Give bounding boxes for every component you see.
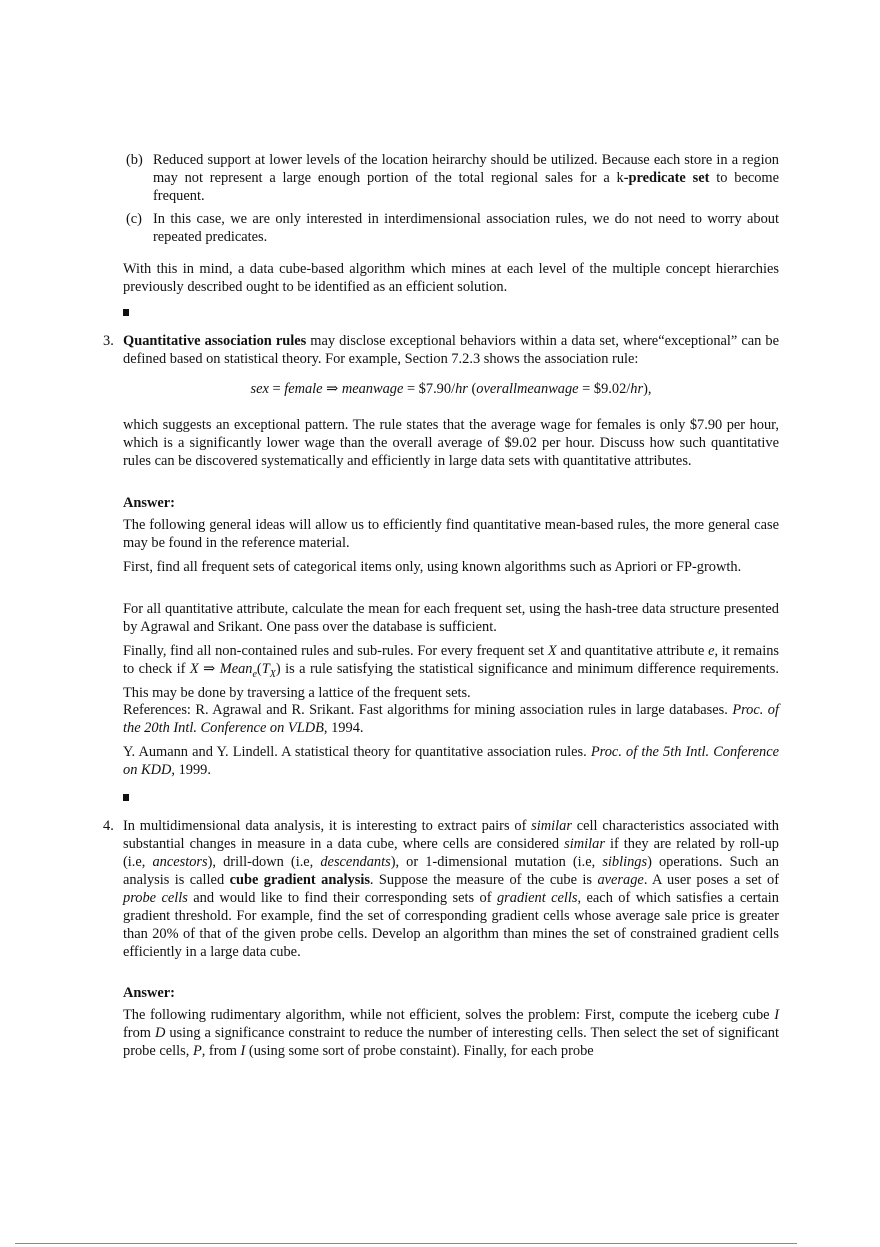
text-run: The following rudimentary algorithm, while not efficient, solves the problem: First, compute the iceberg cube [123,1007,775,1023]
paragraph [123,600,779,636]
text-run: which suggests an exceptional pattern. The rule states that the average wage for females is only $7.90 per hour, which is a significantly lower wage than the overall average of $9.02 per hour. Discuss how such quantitative rules can be discovered systematically and efficiently in large data sets with quantitative attributes. [123,417,779,469]
text-run: . Suppose the measure of the cube is [369,872,598,888]
paragraph [123,642,779,702]
italic-text: siblings [602,854,648,870]
italic-text: female [284,381,323,397]
reference [123,743,779,779]
italic-text: sex [250,381,269,397]
text-run: , each of which satisfies a certain gradient threshold. For example, find the set of corresponding gradient cells whose average sale price is greater than 20% of that of the given probe cells. Develop an algorithm than mines the set of constrained gradient cells efficiently in a large data cube. [123,890,780,960]
text-run: ⇒ [198,661,220,677]
text-run: , it remains to check if [123,643,779,677]
text-run: , 1999. [171,762,211,778]
text-run: to become frequent. [153,170,779,204]
text-run: ⇒ [322,381,342,397]
paragraph [123,516,779,552]
text-run: . A user poses a set of [643,872,779,888]
list-item-b [126,151,779,205]
text-run: k [616,170,624,186]
question-4 [103,817,780,961]
text-run: cell characteristics associated with substantial changes in measure in a data cube, where cells are considered [123,818,779,852]
italic-text: average [597,872,644,888]
text-run: For all quantitative attribute, calculate the mean for each frequent set, using the hash-tree data structure presented by Agrawal and Srikant. One pass over the database is sufficient. [123,601,779,635]
italic-text: X [269,668,276,680]
text-run: and would like to find their corresponding sets of [187,890,497,906]
text-run: ( [467,381,477,397]
italic-text: ancestors [152,854,208,870]
bold-text: Quantitative association rules [123,333,307,349]
italic-text: I [774,1007,779,1023]
italic-text: e [252,668,257,680]
text-run: (using some sort of probe constaint). Finally, for each probe [245,1043,594,1059]
bold-text: -predicate set [623,170,710,186]
item-label: 4. [103,818,114,834]
italic-text: P [192,1043,202,1059]
answer-heading [123,984,779,1002]
text-run: With this in mind, a data cube-based algorithm which mines at each level of the multiple concept hierarchies previously described ought to be identified as an efficient solution. [123,261,779,295]
text-run: ) operations. Such an analysis is called [123,854,780,888]
text-run: = [268,381,285,397]
text-run: = $9.02/ [578,381,631,397]
answer-heading [123,494,779,512]
list-item-c [126,210,779,246]
italic-text: meanwage [341,381,404,397]
text-run: In multidimensional data analysis, it is interesting to extract pairs of [123,818,532,834]
italic-text: hr [455,381,468,397]
text-run: using a significance constraint to reduce the number of interesting cells. Then select the set of significant probe cells, [123,1025,779,1059]
text-run: = $7.90/ [403,381,456,397]
italic-text: T [261,661,270,677]
italic-text: Mean [219,661,253,677]
bold-text: Answer: [123,495,175,511]
paragraph [123,260,779,296]
text-run: Y. Aumann and Y. Lindell. A statistical theory for quantitative association rules. [123,744,591,760]
italic-text: gradient cells [496,890,578,906]
item-label: (c) [126,211,142,227]
text-run: ), [643,381,652,397]
footer-rule [15,1243,797,1244]
text-run: Finally, find all non-contained rules and sub-rules. For every frequent set [123,643,548,659]
text-run: First, find all frequent sets of categorical items only, using known algorithms such as Apriori or FP-growth. [123,559,742,575]
italic-text: I [240,1043,246,1059]
text-run: ), or 1-dimensional mutation (i.e, [390,854,603,870]
text-run: , 1994. [323,720,364,736]
end-of-proof-square [123,309,129,316]
italic-text: D [154,1025,166,1041]
item-label: 3. [103,333,114,349]
question-3 [103,332,779,368]
text-run: may disclose exceptional behaviors within a data set, where“exceptional” can be defined based on statistical theory. For example, Section 7.2.3 shows the association rule: [123,333,779,367]
italic-text: X [547,643,557,659]
item-label: (b) [126,152,143,168]
italic-text: Proc. of the 5th Intl. Conference on KDD [123,744,779,778]
bold-text: Answer: [123,985,175,1001]
italic-text: descendants [320,854,391,870]
text-run: Reduced support at lower levels of the location heirarchy should be utilized. Because each store in a region may not represent a large enough portion of the total regional sales for a [153,152,779,186]
paragraph [123,1006,779,1060]
end-of-proof-square [123,794,129,801]
text-run: References: R. Agrawal and R. Srikant. Fast algorithms for mining association rules in large databases. [123,702,733,718]
italic-text: e [708,643,715,659]
text-run: and quantitative attribute [556,643,709,659]
formula [123,380,779,398]
italic-text: overallmeanwage [476,381,579,397]
text-run: from [123,1025,155,1041]
italic-text: Proc. of the 20th Intl. Conference on VLDB [123,702,779,736]
italic-text: X [189,661,199,677]
italic-text: similar [531,818,572,834]
italic-text: similar [564,836,605,852]
reference [123,701,779,737]
text-run: ) is a rule satisfying the statistical significance and minimum difference requirements. This may be done by traversing a lattice of the frequent sets. [123,661,779,701]
paragraph [123,416,779,470]
italic-text: probe cells [123,890,188,906]
bold-text: cube gradient analysis [229,872,370,888]
text-run: In this case, we are only interested in interdimensional association rules, we do not need to worry about repeated predicates. [153,211,779,245]
text-run: if they are related by roll-up (i.e, [123,836,779,870]
italic-text: hr [630,381,644,397]
text-run: ( [256,661,262,677]
text-run: , from [201,1043,241,1059]
paragraph [123,558,779,576]
text-run: The following general ideas will allow us to efficiently find quantitative mean-based rules, the more general case may be found in the reference material. [123,517,779,551]
text-run: ), drill-down (i.e, [207,854,321,870]
